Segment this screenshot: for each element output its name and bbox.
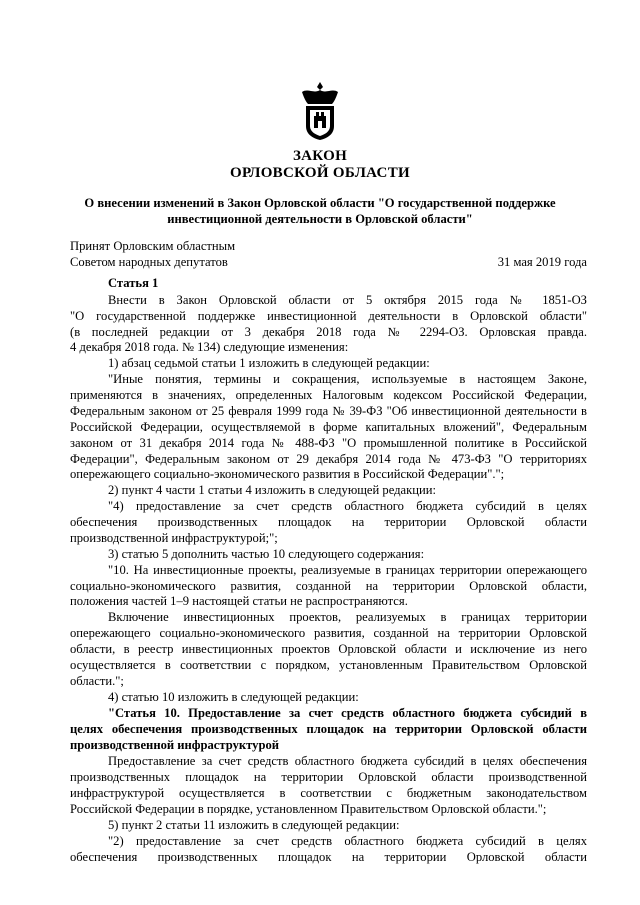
article-line: Российской Федерации, осуществляемой в форме капитальных вложений", Федеральным — [70, 420, 587, 434]
article-line: области."; — [70, 674, 124, 688]
article-1-heading: Статья 1 — [108, 276, 159, 290]
article-line: 1) абзац седьмой статьи 1 изложить в следующей редакции: — [108, 356, 430, 370]
article-line: социально-экономического развития, созданной на территории Орловской области, — [70, 579, 587, 593]
article-line: положения частей 1–9 настоящей статьи не распространяются. — [70, 594, 408, 608]
article-line: 3) статью 5 дополнить частью 10 следующего содержания: — [108, 547, 425, 561]
article-line: осуществляется в соответствии с порядком, установленным Правительством Орловской — [70, 658, 587, 672]
article-line: Федеральным законом от 25 февраля 1999 года № 39-ФЗ "Об инвестиционной деятельности в — [70, 404, 587, 418]
document-subject-line-2: инвестиционной деятельности в Орловской области" — [167, 212, 473, 226]
article-line: инфраструктурой осуществляется в соответствии с бюджетным законодательством — [70, 786, 587, 800]
article-line: опережающего социально-экономического развития в Российской Федерации"."; — [70, 467, 505, 481]
article-line: обеспечения производственных площадок на территории Орловской области — [70, 515, 587, 529]
article-line: 5) пункт 2 статьи 11 изложить в следующей редакции: — [108, 818, 400, 832]
article-line: Внести в Закон Орловской области от 5 октября 2015 года № 1851-ОЗ — [108, 293, 587, 307]
article-line: Включение инвестиционных проектов, реализуемых в границах территории — [108, 610, 587, 624]
article-line: "Статья 10. Предоставление за счет средств областного бюджета субсидий в — [108, 706, 587, 720]
article-line: опережающего социально-экономического развития, созданной на территории Орловской — [70, 626, 587, 640]
article-line: производственной инфраструктурой;"; — [70, 531, 278, 545]
article-line: Российской Федерации в порядке, установленном Правительством Орловской области."; — [70, 802, 547, 816]
article-line: "4) предоставление за счет средств областного бюджета субсидий в целях — [108, 499, 587, 513]
article-line: 4 декабря 2018 года. № 134) следующие изменения: — [70, 340, 349, 354]
article-line: 2) пункт 4 части 1 статьи 4 изложить в следующей редакции: — [108, 483, 436, 497]
adoption-date: 31 мая 2019 года — [497, 255, 587, 269]
article-line: "Иные понятия, термины и сокращения, используемые в настоящем Законе, — [108, 372, 587, 386]
article-line: Федерации", Федеральным законом от 29 декабря 2014 года № 473-ФЗ "О территориях — [70, 452, 587, 466]
adoption-line-1: Принят Орловским областным — [70, 239, 236, 253]
article-line: области, в реестр инвестиционных проектов Орловской области и исключение из него — [70, 642, 587, 656]
article-line: "10. На инвестиционные проекты, реализуемые в границах территории опережающего — [108, 563, 587, 577]
document-title-line-1: ЗАКОН — [292, 148, 348, 164]
article-line: производственных площадок на территории Орловской области производственной — [70, 770, 587, 784]
article-line: производственной инфраструктурой — [70, 738, 279, 752]
adoption-line-2: Советом народных депутатов — [70, 255, 228, 269]
article-line: законом от 31 декабря 2014 года № 488-ФЗ "О промышленной политике в Российской — [70, 436, 587, 450]
document-subject-line-1: О внесении изменений в Закон Орловской области "О государственной поддержке — [84, 196, 556, 210]
article-line: (в последней редакции от 3 декабря 2018 года № 2294-ОЗ. Орловская правда. — [70, 325, 587, 339]
document-title-line-2: ОРЛОВСКОЙ ОБЛАСТИ — [230, 165, 410, 181]
article-line: применяются в значениях, определенных Налоговым кодексом Российской Федерации, — [70, 388, 587, 402]
coat-of-arms-icon — [298, 80, 342, 142]
article-line: обеспечения производственных площадок на территории Орловской области — [70, 850, 587, 864]
article-line: целях обеспечения производственных площадок на территории Орловской области — [70, 722, 587, 736]
article-line: Предоставление за счет средств областного бюджета субсидий в целях обеспечения — [108, 754, 587, 768]
article-line: "2) предоставление за счет средств областного бюджета субсидий в целях — [108, 834, 587, 848]
article-line: 4) статью 10 изложить в следующей редакции: — [108, 690, 359, 704]
article-line: "О государственной поддержке инвестиционной деятельности в Орловской области" — [70, 309, 587, 323]
